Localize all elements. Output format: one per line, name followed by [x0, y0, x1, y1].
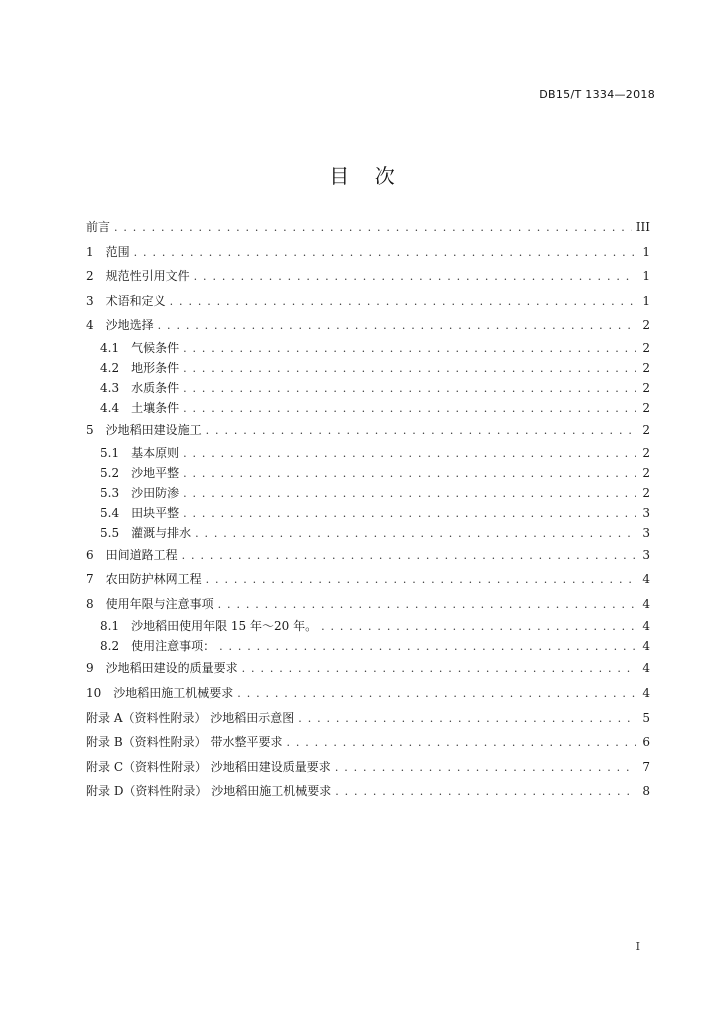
toc-entry[interactable]	[86, 656, 650, 681]
toc-entry-page: 1	[642, 244, 650, 259]
toc-entry-page: 4	[642, 572, 650, 587]
toc-entry-number: 2	[86, 269, 94, 284]
toc-entry[interactable]	[86, 681, 650, 706]
toc-entry-page: III	[635, 220, 650, 234]
toc-leader-dots	[182, 544, 636, 569]
toc-entry-label: 农田防护林网工程	[105, 572, 202, 587]
toc-entry-number: 6	[86, 547, 94, 562]
toc-leader-dots	[298, 707, 636, 732]
toc-leader-dots	[206, 568, 636, 593]
toc-entry[interactable]	[86, 418, 650, 443]
toc-entry-number: 10	[86, 685, 102, 700]
toc-entry-label: 附录 A（资料性附录） 沙地稻田示意图	[86, 710, 295, 725]
toc-entry[interactable]	[86, 240, 650, 265]
toc-leader-dots	[218, 593, 636, 618]
toc-entry-label: 附录 D（资料性附录） 沙地稻田施工机械要求	[86, 784, 332, 799]
toc-entry-page: 1	[642, 293, 650, 308]
toc-leader-dots	[183, 399, 636, 419]
toc-entry-label: 灌溉与排水	[131, 525, 192, 540]
toc-entry[interactable]	[86, 463, 650, 483]
toc-entry-page: 3	[642, 547, 650, 562]
toc-entry-label: 田间道路工程	[105, 547, 178, 562]
toc-entry-label: 附录 B（资料性附录） 带水整平要求	[86, 735, 283, 750]
toc-entry-label: 沙地平整	[131, 465, 180, 480]
toc-entry-page: 2	[642, 340, 650, 355]
toc-entry-page: 4	[642, 639, 650, 654]
toc-entry-page: 2	[642, 400, 650, 415]
toc-entry-label: 水质条件	[131, 380, 180, 395]
toc-leader-dots	[219, 637, 636, 657]
page-title: 目 次	[329, 164, 395, 188]
toc-entry-label: 气候条件	[131, 340, 180, 355]
toc-entry-label: 术语和定义	[105, 293, 166, 308]
toc-leader-dots	[321, 617, 636, 637]
toc-entry-number: 5	[86, 422, 94, 437]
header-code: DB15/T 1334—2018	[539, 88, 655, 101]
toc-entry-label: 沙田防渗	[131, 485, 180, 500]
toc-leader-dots	[242, 657, 636, 682]
toc-leader-dots	[158, 314, 636, 339]
toc-entry-number: 5.1	[100, 445, 120, 460]
toc-entry[interactable]	[86, 523, 650, 543]
toc-entry[interactable]	[86, 215, 650, 240]
toc-entry-page: 2	[642, 422, 650, 437]
toc-leader-dots	[134, 241, 636, 266]
toc-entry[interactable]	[86, 706, 650, 731]
toc-leader-dots	[183, 359, 636, 379]
toc-entry[interactable]	[86, 443, 650, 463]
toc-entry[interactable]	[86, 543, 650, 568]
toc-entry-page: 2	[642, 465, 650, 480]
toc-leader-dots	[335, 780, 636, 805]
toc-entry-number: 4.2	[100, 360, 120, 375]
toc-entry-label: 规范性引用文件	[105, 269, 190, 284]
toc-entry-label: 田块平整	[131, 505, 180, 520]
toc-entry-label: 使用注意事项：	[131, 639, 216, 654]
toc-entry-number: 3	[86, 293, 94, 308]
toc-entry-number: 5.4	[100, 505, 120, 520]
toc-entry[interactable]	[86, 730, 650, 755]
toc-leader-dots	[183, 339, 636, 359]
toc-entry-page: 7	[642, 759, 650, 774]
toc-leader-dots	[237, 682, 636, 707]
toc-entry-number: 8.2	[100, 639, 120, 654]
toc-entry[interactable]	[86, 636, 650, 656]
toc-entry-number: 5.2	[100, 465, 120, 480]
toc-leader-dots	[195, 524, 636, 544]
toc-entry-label: 沙地稻田建设施工	[105, 422, 202, 437]
toc-entry-page: 3	[642, 525, 650, 540]
toc-entry-number: 4.3	[100, 380, 120, 395]
toc-entry-number: 7	[86, 572, 94, 587]
toc-entry-number: 1	[86, 244, 94, 259]
toc-entry-page: 8	[642, 784, 650, 799]
toc-entry[interactable]	[86, 616, 650, 636]
toc-entry[interactable]	[86, 313, 650, 338]
toc-entry-page: 5	[642, 710, 650, 725]
toc-entry-page: 6	[642, 735, 650, 750]
toc-entry-label: 沙地稻田建设的质量要求	[105, 661, 238, 676]
toc-entry-label: 沙地稻田施工机械要求	[113, 685, 234, 700]
toc-entry[interactable]	[86, 289, 650, 314]
toc-leader-dots	[183, 484, 636, 504]
toc-entry-number: 4.1	[100, 340, 120, 355]
toc-entry[interactable]	[86, 779, 650, 804]
toc-entry[interactable]	[86, 755, 650, 780]
toc-entry-label: 范围	[105, 244, 130, 259]
toc-entry[interactable]	[86, 503, 650, 523]
toc-entry-page: 2	[642, 318, 650, 333]
toc-entry[interactable]	[86, 378, 650, 398]
table-of-contents	[86, 215, 650, 804]
toc-entry-number: 4	[86, 318, 94, 333]
toc-entry[interactable]	[86, 264, 650, 289]
toc-entry-page: 2	[642, 445, 650, 460]
toc-entry[interactable]	[86, 592, 650, 617]
toc-entry-number: 4.4	[100, 400, 120, 415]
toc-leader-dots	[183, 504, 636, 524]
toc-entry[interactable]	[86, 567, 650, 592]
toc-entry-number: 8.1	[100, 619, 120, 634]
toc-entry[interactable]	[86, 483, 650, 503]
toc-leader-dots	[206, 419, 636, 444]
toc-entry-page: 4	[642, 596, 650, 611]
toc-entry-page: 4	[642, 619, 650, 634]
toc-leader-dots	[335, 756, 636, 781]
toc-entry-number: 5.5	[100, 525, 120, 540]
toc-entry-page: 3	[642, 505, 650, 520]
toc-entry-page: 4	[642, 685, 650, 700]
toc-entry[interactable]	[86, 338, 650, 358]
toc-leader-dots	[183, 464, 636, 484]
page-number: I	[635, 940, 640, 953]
toc-leader-dots	[183, 444, 636, 464]
toc-entry[interactable]	[86, 398, 650, 418]
toc-leader-dots	[286, 731, 636, 756]
toc-leader-dots	[194, 265, 636, 290]
toc-entry-page: 2	[642, 485, 650, 500]
toc-entry-label: 地形条件	[131, 360, 180, 375]
toc-leader-dots	[170, 290, 636, 315]
toc-entry-page: 2	[642, 360, 650, 375]
toc-entry-label: 土壤条件	[131, 400, 180, 415]
toc-entry[interactable]	[86, 358, 650, 378]
toc-entry-number: 8	[86, 596, 94, 611]
toc-entry-label: 前言	[86, 220, 111, 234]
toc-entry-number: 5.3	[100, 485, 120, 500]
toc-entry-page: 4	[642, 661, 650, 676]
toc-entry-page: 2	[642, 380, 650, 395]
toc-entry-label: 沙地稻田使用年限 15 年～20 年。	[131, 619, 318, 634]
toc-leader-dots	[114, 216, 632, 241]
toc-entry-page: 1	[642, 269, 650, 284]
toc-leader-dots	[183, 379, 636, 399]
toc-entry-number: 9	[86, 661, 94, 676]
toc-entry-label: 使用年限与注意事项	[105, 596, 214, 611]
toc-entry-label: 附录 C（资料性附录） 沙地稻田建设质量要求	[86, 759, 331, 774]
toc-entry-label: 基本原则	[131, 445, 180, 460]
toc-entry-label: 沙地选择	[105, 318, 154, 333]
